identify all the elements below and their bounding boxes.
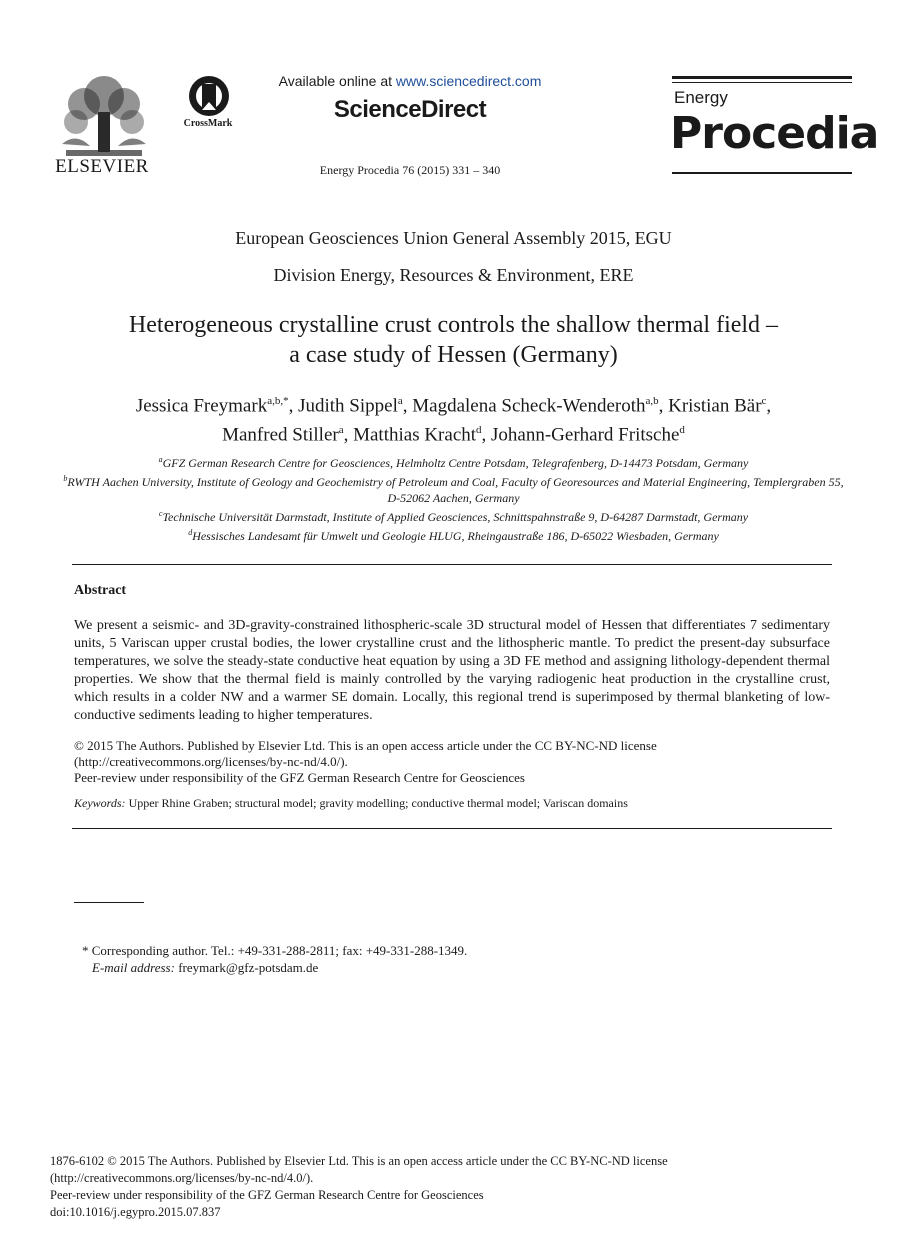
affiliation-text: GFZ German Research Centre for Geosciences, Helmholtz Centre Potsdam, Telegrafenberg, D-14473 Potsdam, Germany (162, 456, 749, 470)
license-url-link[interactable]: (http://creativecommons.org/licenses/by-nc-nd/4.0/). (74, 754, 348, 769)
author-affil-mark: d (476, 424, 482, 437)
author-list (40, 389, 867, 448)
email-link[interactable]: freymark@gfz-potsdam.de (174, 960, 319, 975)
author-separator: , (343, 424, 354, 446)
author-separator: , (481, 424, 492, 446)
author-separator: , (658, 395, 669, 417)
email-line (82, 959, 782, 976)
corresponding-author: * Corresponding author. Tel.: +49-331-288-2811; fax: +49-331-288-1349. (82, 943, 468, 958)
abstract-heading: Abstract (74, 583, 127, 598)
journal-logo-rule (672, 76, 852, 79)
author-name: Kristian Bär (668, 395, 762, 417)
footer-license-url-link[interactable]: (http://creativecommons.org/licenses/by-nc-nd/4.0/). (50, 1171, 314, 1185)
affiliation-mark: c (158, 509, 163, 518)
license-notice (74, 738, 830, 786)
abstract-body: We present a seismic- and 3D-gravity-constrained lithospheric-scale 3D structural model of Hessen that differentiates 7 sedimentary units, 5 Variscan upper crustal bodies, the lower crystalline crust and the lithospheric mantle. To predict the present-day subsurface temperatures, we solve the steady-state conductive heat equation by using a 3D FE method and assigning lithology-dependent thermal properties. We show that the thermal field is mainly controlled by the varying radiogenic heat production in the crystalline crust, which results in a colder NW and a warmer SE domain. Locally, this regional trend is superimposed by thermal blanketing of low-conductive sediments leading to higher temperatures. (74, 618, 830, 723)
peer-review-line: Peer-review under responsibility of the GFZ German Research Centre for Geosciences (74, 770, 525, 785)
affiliation-text: Hessisches Landesamt für Umwelt und Geologie HLUG, Rheingaustraße 186, D-65022 Wiesbaden, Germany (192, 529, 719, 543)
keywords (74, 796, 830, 811)
sciencedirect-url-link[interactable]: www.sciencedirect.com (395, 73, 542, 89)
affiliation-mark: d (188, 528, 193, 537)
author-line-2 (40, 418, 867, 447)
footnote (82, 942, 782, 976)
author-affil-mark: a (397, 395, 403, 407)
author-line-1 (40, 389, 867, 418)
journal-logo-rule (672, 172, 852, 174)
title-line-2: a case study of Hessen (Germany) (289, 342, 618, 368)
affiliation-text: RWTH Aachen University, Institute of Geology and Geochemistry of Petroleum and Coal, Faculty of Georesources and Material Engineering, Templergraben 55, D-52062 Aachen, Germany (67, 475, 844, 505)
license-line: © 2015 The Authors. Published by Elsevier Ltd. This is an open access article under the CC BY-NC-ND license (74, 738, 657, 753)
footer-peer-review: Peer-review under responsibility of the GFZ German Research Centre for Geosciences (50, 1188, 484, 1202)
affiliation (60, 452, 847, 471)
title-line-1: Heterogeneous crystalline crust controls the shallow thermal field – (128, 312, 779, 338)
affiliation-mark: a (158, 455, 163, 464)
author-affil-mark: a,b,* (267, 395, 289, 407)
author-name: Matthias Kracht (353, 424, 477, 446)
author-separator: , (288, 395, 299, 417)
author-separator: , (402, 395, 413, 417)
author-separator: , (766, 395, 772, 417)
elsevier-wordmark: ELSEVIER (55, 156, 149, 177)
footer-issn-line: 1876-6102 © 2015 The Authors. Published by Elsevier Ltd. This is an open access article under the CC BY-NC-ND license (50, 1154, 668, 1168)
keywords-label: Keywords: (74, 796, 126, 810)
author-name: Magdalena Scheck-Wenderoth (412, 395, 646, 417)
author-name: Jessica Freymark (135, 395, 268, 417)
affiliation (60, 506, 847, 525)
footnote-rule (74, 902, 144, 903)
journal-logo-rule (672, 82, 852, 83)
author-name: Judith Sippel (298, 395, 398, 417)
sciencedirect-wordmark: ScienceDirect (333, 96, 487, 123)
paper-title (40, 310, 867, 370)
doi-link[interactable]: doi:10.1016/j.egypro.2015.07.837 (50, 1205, 221, 1219)
author-name: Johann-Gerhard Fritsche (491, 424, 680, 446)
journal-logo-energy: Energy (674, 88, 728, 107)
affiliation-mark: b (63, 474, 68, 483)
author-affil-mark: d (679, 424, 685, 437)
affiliations (60, 452, 847, 544)
journal-logo-procedia: Procedia (670, 108, 879, 159)
author-affil-mark: a,b (645, 395, 659, 407)
page-footer (50, 1153, 850, 1221)
affiliation (60, 471, 847, 506)
affiliation (60, 525, 847, 544)
conference-line-2: Division Energy, Resources & Environment, ERE (273, 265, 634, 285)
author-affil-mark: c (761, 395, 767, 407)
keywords-text: Upper Rhine Graben; structural model; gravity modelling; conductive thermal model; Variscan domains (125, 796, 628, 810)
divider (72, 564, 832, 565)
conference-line-1: European Geosciences Union General Assembly 2015, EGU (235, 228, 672, 248)
crossmark-label: CrossMark (183, 118, 233, 129)
journal-citation: Energy Procedia 76 (2015) 331 – 340 (319, 163, 501, 177)
available-online-line (260, 73, 560, 89)
divider (72, 828, 832, 829)
email-label: E-mail address: (92, 960, 175, 975)
author-affil-mark: a (338, 424, 344, 437)
author-name: Manfred Stiller (222, 424, 339, 446)
affiliation-text: Technische Universität Darmstadt, Institute of Applied Geosciences, Schnittspahnstraße 9, D-64287 Darmstadt, Germany (162, 510, 749, 524)
available-prefix: Available online at (278, 73, 396, 89)
